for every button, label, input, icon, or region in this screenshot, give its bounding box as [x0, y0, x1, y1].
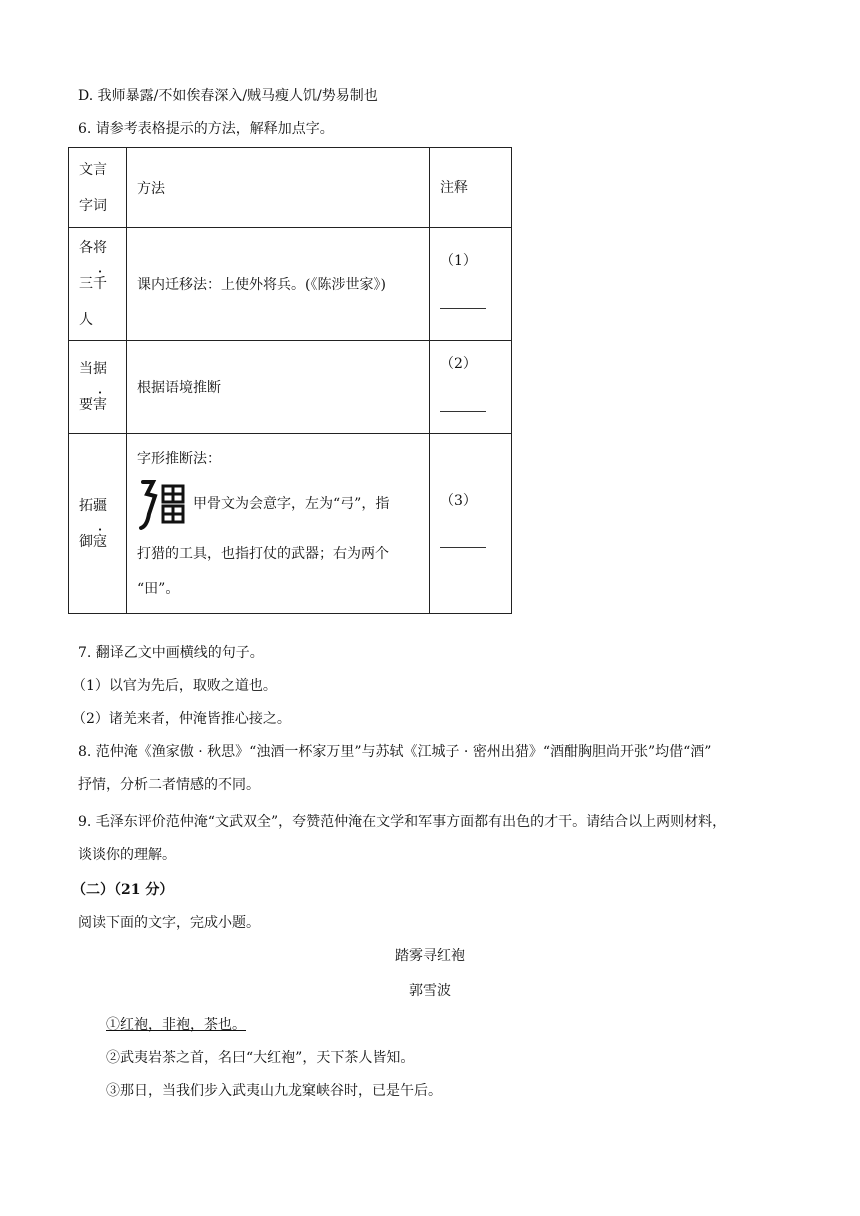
row1-word-line1: [79, 230, 116, 266]
row2-char: 当: [79, 361, 93, 377]
row1-method: 课内迁移法：上使外将兵。(《陈涉世家》): [127, 228, 430, 341]
row3-note-label: （3）: [440, 492, 477, 509]
row3-word-line2: 御寇: [79, 533, 107, 550]
question-8-line2: 抒情，分析二者情感的不同。: [78, 777, 260, 793]
article-paragraph-3: ③那日，当我们步入武夷山九龙窠峡谷时，已是午后。: [106, 1083, 442, 1099]
row1-note-label: （1）: [440, 253, 477, 269]
row3-method-line3: “田”。: [137, 580, 180, 597]
article-title: 踏雾寻红袍: [395, 948, 465, 964]
article-paragraph-1: ①红袍，非袍，茶也。: [106, 1017, 246, 1033]
table-row: [69, 228, 512, 341]
row2-note-label: （2）: [440, 356, 477, 372]
header-note: 注释: [430, 148, 512, 228]
question-7: 7. 翻译乙文中画横线的句子。: [78, 645, 264, 661]
row2-note: [430, 341, 512, 434]
row3-method: [127, 434, 430, 614]
section-2-instruction: 阅读下面的文字，完成小题。: [78, 915, 260, 931]
row3-blank: [440, 524, 501, 570]
question-9-line2: 谈谈你的理解。: [78, 847, 176, 863]
row3-note: [430, 434, 512, 614]
row2-word: [69, 341, 127, 434]
row3-word-line1: [79, 488, 116, 524]
article-author: 郭雪波: [409, 983, 451, 999]
row3-dotted-char: 疆: [93, 497, 107, 514]
row1-word-line3: 人: [79, 312, 93, 328]
option-d: D. 我师暴露/不如俟春深入/贼马瘦人饥/势易制也: [78, 88, 378, 104]
row3-method-line1: [137, 474, 419, 534]
row1-blank: [440, 284, 501, 330]
section-2-title: （二）（21 分）: [72, 882, 174, 898]
row1-char: 各: [79, 240, 93, 256]
header-method: 方法: [127, 148, 430, 228]
method-table: [68, 147, 512, 614]
header-word-line1: 文言: [79, 161, 107, 178]
question-9-line1: 9. 毛泽东评价范仲淹“文武双全”，夸赞范仲淹在文学和军事方面都有出色的才干。请结合以上两则材料，: [78, 814, 727, 830]
row3-char: 拓: [79, 497, 93, 514]
table-row: [69, 434, 512, 614]
row1-word: [69, 228, 127, 341]
row1-word-line2: 三千: [79, 276, 107, 292]
question-6: 6. 请参考表格提示的方法，解释加点字。: [78, 121, 334, 137]
question-7-sentence-1: （1）以官为先后，取败之道也。: [72, 678, 277, 694]
table-header-row: [69, 148, 512, 228]
row2-word-line1: [79, 351, 116, 387]
row3-method-text1: 甲骨文为会意字，左为“弓”，指: [193, 495, 390, 512]
row3-word: [69, 434, 127, 614]
article-paragraph-2: ②武夷岩茶之首，名曰“大红袍”，天下茶人皆知。: [106, 1050, 415, 1066]
table-row: [69, 341, 512, 434]
row2-blank: [440, 387, 501, 433]
question-8-line1: 8. 范仲淹《渔家傲 · 秋思》“浊酒一杯家万里”与苏轼《江城子 · 密州出猎》“酒酣胸胆尚开张”均借“酒”: [78, 744, 712, 760]
row2-word-line2: 要害: [79, 397, 107, 413]
row2-method: 根据语境推断: [127, 341, 430, 434]
row1-note: [430, 228, 512, 341]
row3-method-line2: 打猎的工具，也指打仗的武器；右为两个: [137, 545, 389, 562]
oracle-bone-glyph-icon: [137, 474, 191, 534]
header-word: [69, 148, 127, 228]
header-word-line2: 字词: [79, 197, 107, 214]
question-7-sentence-2: （2）诸羌来者，仲淹皆推心接之。: [72, 711, 291, 727]
row2-dotted-char: 据: [93, 361, 107, 377]
row3-method-title: 字形推断法：: [137, 450, 221, 467]
row1-dotted-char: 将: [93, 240, 107, 256]
